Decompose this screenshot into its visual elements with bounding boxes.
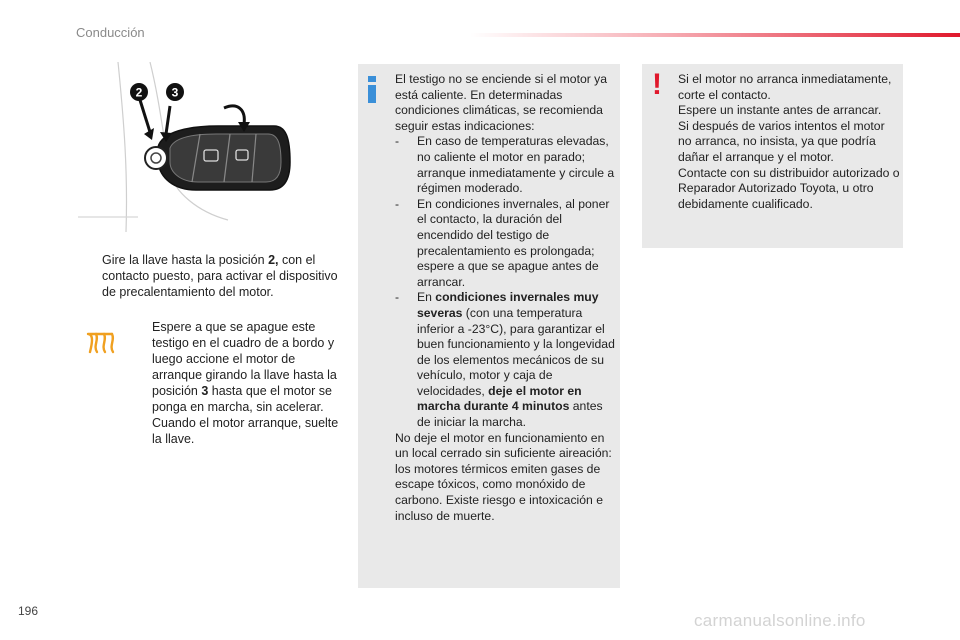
watermark: carmanualsonline.info <box>694 611 866 630</box>
info-list-item: - En condiciones invernales muy severas (con una temperatura inferior a -23°C), para garantizar el buen funcionamiento y la longevidad de los elementos mecánicos de su vehículo, motor y caja de velocidades, deje el motor en marcha durante 4 minutos antes de iniciar la marcha. <box>395 290 615 430</box>
warning-line: Si después de varios intentos el motor no arranca, no insista, ya que podría dañar el arranque y el motor. <box>678 118 885 164</box>
warning-line: Si el motor no arranca inmediatamente, corte el contacto. <box>678 72 892 102</box>
key-ignition-illustration <box>78 62 348 232</box>
warning-line: Espere un instante antes de arrancar. <box>678 103 882 118</box>
header-gradient-rule <box>470 33 960 37</box>
instruction-text: Gire la llave hasta la posición 2, con el contacto puesto, para activar el dispositivo de precalentamiento del motor. <box>102 253 338 299</box>
section-title: Conducción <box>76 25 145 40</box>
info-intro: El testigo no se enciende si el motor ya está caliente. En determinadas condiciones climáticas, se recomienda seguir estas indicaciones: <box>395 72 608 133</box>
instruction-text: Espere a que se apague este testigo en el cuadro de a bordo y luego accione el motor de arranque girando la llave hasta la posición 3 hasta que el motor se ponga en marcha, sin acelerar. Cuando el motor arranque, suelte la llave. <box>152 320 339 446</box>
info-panel <box>358 64 620 588</box>
warning-panel <box>642 64 903 248</box>
info-panel-text <box>395 72 617 524</box>
info-icon <box>368 76 378 104</box>
key-fob-illustration <box>78 62 348 232</box>
page-number: 196 <box>18 604 39 618</box>
info-list-item: - En condiciones invernales, al poner el contacto, la duración del encendido del testigo de precalentamiento es prolongada; espere a que se apague antes de arrancar. <box>395 196 610 289</box>
callout-3-label: 3 <box>171 85 179 100</box>
exclamation-icon: ! <box>652 68 662 101</box>
instruction-step-turn-key <box>78 252 348 300</box>
info-list-item: - En caso de temperaturas elevadas, no caliente el motor en parado; arranque inmediatamente y circule a régimen moderado. <box>395 134 615 196</box>
warning-panel-text <box>678 72 900 212</box>
info-closing: No deje el motor en funcionamiento en un local cerrado sin suficiente aireación: los motores térmicos emiten gases de escape tóxicos, como monóxido de carbono. Existe riesgo e intoxicación e incluso de muerte. <box>395 430 612 523</box>
instruction-step-start-engine <box>128 319 348 447</box>
callout-2-label: 2 <box>135 85 143 100</box>
warning-line: Contacte con su distribuidor autorizado o Reparador Autorizado Toyota, u otro debidamente cualificado. <box>678 165 900 211</box>
glow-plug-warning-icon <box>84 330 116 356</box>
